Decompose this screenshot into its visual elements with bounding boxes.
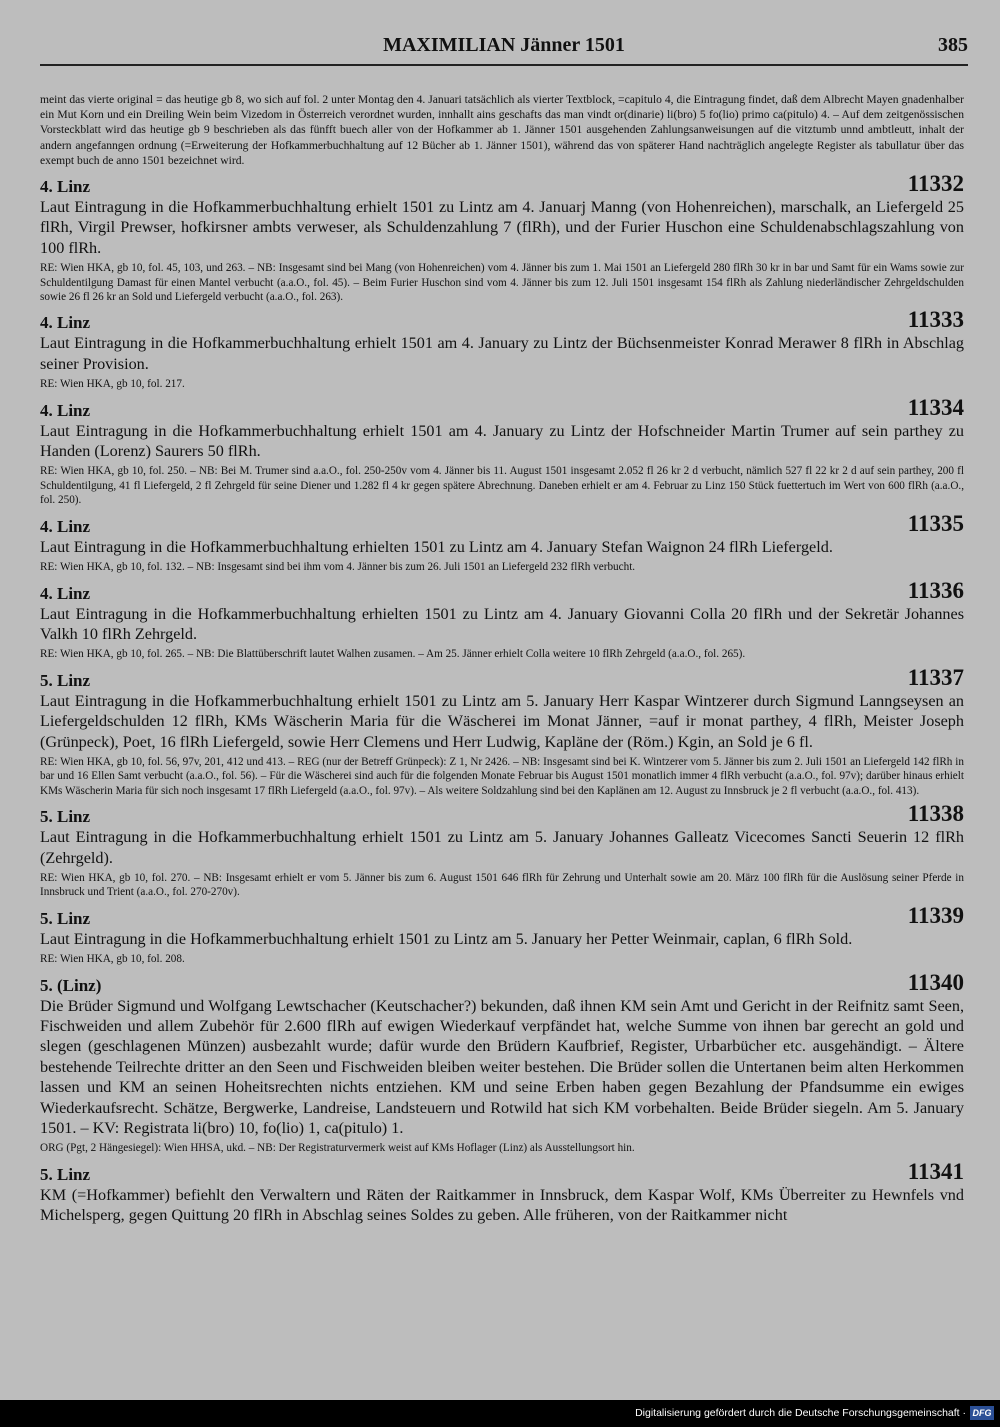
- entry-number: 11341: [907, 1158, 964, 1184]
- intro-paragraph: meint das vierte original = das heutige gb 8, wo sich auf fol. 2 unter Montag den 4. Januari tatsächlich als vierter Textblock, =capitulo 4, die Eintragung findet, daß dem Albrecht Mayen gnadenhalber ein Mut Korn und ein Dreiling Wein beim Vizedom in Österreich verordnet wurden, innhallt ains geschafts das man vindt or(dinarie) li(bro) 5 fo(lio) primo ca(pitulo) 4. – Auf dem zeitgenössischen Vorsteckblatt wird das heutige gb 9 beschrieben als das fünfft buech aller von der Hofkammer ab 1. Jänner 1501 ausgehenden Zahlungsanweisungen auf die vitztumb unnd ambtleutt, inhalt der andern angefanngen ordnung (=Erweiterung der Hofkammerbuchhaltung auf 12 Bücher ab 1. Jänner 1501), während das von späterer Hand nachträglich angelegte Register als tabullatur über das exempt buch de anno 1501 bezeichnet wird.: [40, 93, 964, 167]
- entry-body: Laut Eintragung in die Hofkammerbuchhaltung erhielten 1501 zu Lintz am 4. January Stefan Waignon 24 flRh Liefergeld.: [40, 537, 833, 556]
- entry-header: [40, 969, 964, 996]
- entry-number: 11340: [907, 969, 964, 995]
- entry-note: ORG (Pgt, 2 Hängesiegel): Wien HHSA, ukd. – NB: Der Registraturvermerk weist auf KMs Hoflager (Linz) als Ausstellungsort hin.: [40, 1142, 635, 1155]
- entry-11340: [40, 969, 964, 1156]
- entry-header: [40, 1158, 964, 1185]
- entry-number: 11339: [907, 902, 964, 928]
- entry-number: 11338: [907, 801, 964, 827]
- page-number: 385: [938, 34, 968, 56]
- entry-11335: [40, 510, 964, 575]
- entry-date-place: 5. (Linz): [40, 975, 102, 995]
- entry-header: [40, 171, 964, 197]
- entry-body: Laut Eintragung in die Hofkammerbuchhaltung erhielt 1501 zu Lintz am 5. January her Petter Weinmair, caplan, 6 flRh Sold.: [40, 929, 853, 948]
- entry-date-place: 4. Linz: [40, 400, 91, 420]
- entry-note: RE: Wien HKA, gb 10, fol. 45, 103, und 263. – NB: Insgesamt sind bei Mang (von Hohenreichen) vom 4. Jänner bis zum 1. Mai 1501 an Liefergeld 280 flRh 30 kr in bar und Samt für ein Wams sowie zur Schuldentilgung Damast für einen Mantel verbucht (a.a.O., fol. 45). – Beim Furier Huschon sind vom 4. Jänner bis zum 12. Juli 1501 insgesamt 154 flRh als Zahlung niederländischer Zehrgeldschulden sowie 26 fl 26 kr an Sold und Liefergeld verbucht (a.a.O., fol. 263).: [40, 262, 964, 304]
- running-title: MAXIMILIAN Jänner 1501: [383, 34, 625, 56]
- entry-date-place: 4. Linz: [40, 177, 91, 197]
- entry-date-place: 5. Linz: [40, 908, 91, 928]
- entry-note: RE: Wien HKA, gb 10, fol. 132. – NB: Insgesamt sind bei ihm vom 4. Jänner bis zum 26. Juli 1501 an Liefergeld 232 flRh verbucht.: [40, 561, 636, 574]
- entry-date-place: 5. Linz: [40, 807, 91, 827]
- entry-header: [40, 664, 964, 691]
- entry-note: RE: Wien HKA, gb 10, fol. 56, 97v, 201, 412 und 413. – REG (nur der Betreff Grünpeck): Z 1, Nr 2426. – NB: Insgesamt sind bei K. Wintzerer vom 5. Jänner bis zum 2. Juli 1501 an Liefergeld 142 flRh in bar und 16 Ellen Samt verbucht (a.a.O., fol. 56). – Für die Wäscherei sind auch für die folgenden Monate Februar bis August 1501 monatlich immer 4 flRh verbucht (a.a.O., fol. 97v); darüber hinaus erhielt KMs Wäscherin Maria für sich noch insgesamt 17 flRh Liefergeld (a.a.O., fol. 97v). – Als weitere Soldzahlung sind bei den Kaplänen am 12. August zu Innsbruck je 2 fl verbucht (a.a.O., fol. 413).: [40, 755, 964, 797]
- entry-11334: [40, 394, 964, 508]
- entry-body: Laut Eintragung in die Hofkammerbuchhaltung erhielt 1501 zu Lintz am 5. January Herr Kaspar Wintzerer durch Sigmund Lanngseysen an Liefergeldschulden 12 flRh, KMs Wäscherin Maria für die Wäscherei im Monat Jänner, =auf ir monat parthey, 4 flRh, Meister Joseph (Grünpeck), Poet, 16 flRh Liefergeld, sowie Herr Clemens und Herr Ludwig, Kapläne der (Röm.) Kgin, an Sold je 6 fl.: [40, 691, 964, 751]
- entry-note: RE: Wien HKA, gb 10, fol. 217.: [40, 378, 185, 391]
- entry-body: Die Brüder Sigmund und Wolfgang Lewtschacher (Keutschacher?) bekunden, daß ihnen KM sein Amt und Gericht in der Reifnitz samt Seen, Fischweiden und allem Zubehör für 2.600 flRh auf ewigen Wiederkauf verpfändet hat, welche Summe von ihnen bar gerecht an gold und slegen (geschlagenen Münzen) ausbezahlt wurde; dafür wurde den Brüdern Kaufbrief, Register, Urbarbücher etc. ausgehändigt. – Ältere bestehende Teilrechte dritter an den Seen und Fischweiden bleiben weiter bestehen. Die Brüder sollen die Untertanen beim alten Herkommen lassen und KM an seinen Hoheitsrechten nichts entziehen. KM und seine Erben haben gegen Bezahlung der Pfandsumme ein ewiges Wiederkaufsrecht. Schätze, Bergwerke, Landreise, Landsteuern und Rotwild hat sich KM vorbehalten. Beide Brüder siegeln. Am 5. January 1501. – KV: Registrata li(bro) 10, fo(lio) 1, ca(pitulo) 1.: [40, 996, 964, 1138]
- entry-note: RE: Wien HKA, gb 10, fol. 265. – NB: Die Blattüberschrift lautet Walhen zusamen. – Am 25. Jänner erhielt Colla weitere 10 flRh Zehrgeld (a.a.O., fol. 265).: [40, 648, 746, 661]
- page-content: [40, 92, 964, 1232]
- entry-header: [40, 801, 964, 827]
- entry-body: KM (=Hofkammer) befiehlt den Verwaltern und Räten der Raitkammer in Innsbruck, dem Kaspar Wolf, KMs Überreiter zu Hewnfels vnd Michelsperg, gegen Quittung 20 flRh in Abschlag seines Soldes zu geben. Alle früheren, von der Raitkammer nicht: [40, 1185, 964, 1225]
- entry-header: [40, 307, 964, 333]
- entry-11332: [40, 171, 964, 304]
- entry-note: RE: Wien HKA, gb 10, fol. 250. – NB: Bei M. Trumer sind a.a.O., fol. 250-250v vom 4. Jänner bis 11. August 1501 insgesamt 2.052 fl 26 kr 2 d verbucht, nämlich 527 fl 22 kr 2 d auf sein parthey, 200 fl Schuldentilgung, 41 fl Liefergeld, 2 fl Zehrgeld für seine Diener und 1.282 fl 4 kr gegen spätere Abrechnung. Daneben erhielt er am 4. Februar zu Linz 150 Stück fuettertuch im Wert von 600 flRh (a.a.O., fol. 250).: [40, 465, 964, 507]
- entry-11339: [40, 902, 964, 967]
- entry-body: Laut Eintragung in die Hofkammerbuchhaltung erhielt 1501 zu Lintz am 5. January Johannes Galleatz Vicecomes Sancti Seuerin 12 flRh (Zehrgeld).: [40, 828, 964, 867]
- entry-header: [40, 902, 964, 929]
- page-header: [40, 34, 968, 66]
- entry-11336: [40, 577, 964, 662]
- entry-number: 11337: [907, 664, 964, 690]
- entry-date-place: 5. Linz: [40, 1164, 91, 1184]
- entry-header: [40, 577, 964, 604]
- entry-11337: [40, 664, 964, 798]
- entry-number: 11333: [907, 307, 964, 333]
- entry-date-place: 4. Linz: [40, 516, 91, 536]
- footer-bar: [0, 1400, 1000, 1427]
- entry-body: Laut Eintragung in die Hofkammerbuchhaltung erhielt 1501 am 4. January zu Lintz der Hofschneider Martin Trumer auf sein parthey zu Handen (Lorenz) Saurers 50 flRh.: [40, 421, 964, 461]
- entry-number: 11336: [907, 577, 964, 603]
- entry-body: Laut Eintragung in die Hofkammerbuchhaltung erhielten 1501 zu Lintz am 4. January Giovanni Colla 20 flRh und der Sekretär Johannes Valkh 10 flRh Zehrgeld.: [40, 604, 964, 643]
- dfg-logo: DFG: [970, 1406, 994, 1420]
- entry-header: [40, 394, 964, 421]
- entry-date-place: 5. Linz: [40, 670, 91, 690]
- entry-header: [40, 510, 964, 537]
- entry-body: Laut Eintragung in die Hofkammerbuchhaltung erhielt 1501 am 4. January zu Lintz der Büchsenmeister Konrad Merawer 8 flRh in Abschlag seiner Provision.: [40, 334, 964, 373]
- entry-date-place: 4. Linz: [40, 313, 91, 333]
- entry-note: RE: Wien HKA, gb 10, fol. 270. – NB: Insgesamt erhielt er vom 5. Jänner bis zum 6. August 1501 646 flRh für Zehrung und Unterhalt sowie am 20. März 100 flRh für die Auslösung seiner Pferde in Innsbruck und Trient (a.a.O., fol. 270-270v).: [40, 871, 964, 899]
- entry-body: Laut Eintragung in die Hofkammerbuchhaltung erhielt 1501 zu Lintz am 4. Januarj Manng (von Hohenreichen), marschalk, an Liefergeld 25 flRh, Virgil Prewser, hofkirsner ambts verweser, als Schuldenzahlung 7 (flRh), und der Furier Huschon eine Schuldenabschlagszahlung von 100 flRh.: [40, 198, 964, 257]
- entry-11338: [40, 801, 964, 900]
- entry-number: 11332: [907, 171, 964, 197]
- entry-number: 11335: [907, 510, 964, 536]
- entry-11333: [40, 307, 964, 391]
- entry-note: RE: Wien HKA, gb 10, fol. 208.: [40, 953, 185, 966]
- entry-11341: [40, 1158, 964, 1226]
- entry-number: 11334: [907, 394, 964, 420]
- entry-date-place: 4. Linz: [40, 583, 91, 603]
- funding-credit: Digitalisierung gefördert durch die Deutsche Forschungsgemeinschaft ·: [635, 1407, 966, 1419]
